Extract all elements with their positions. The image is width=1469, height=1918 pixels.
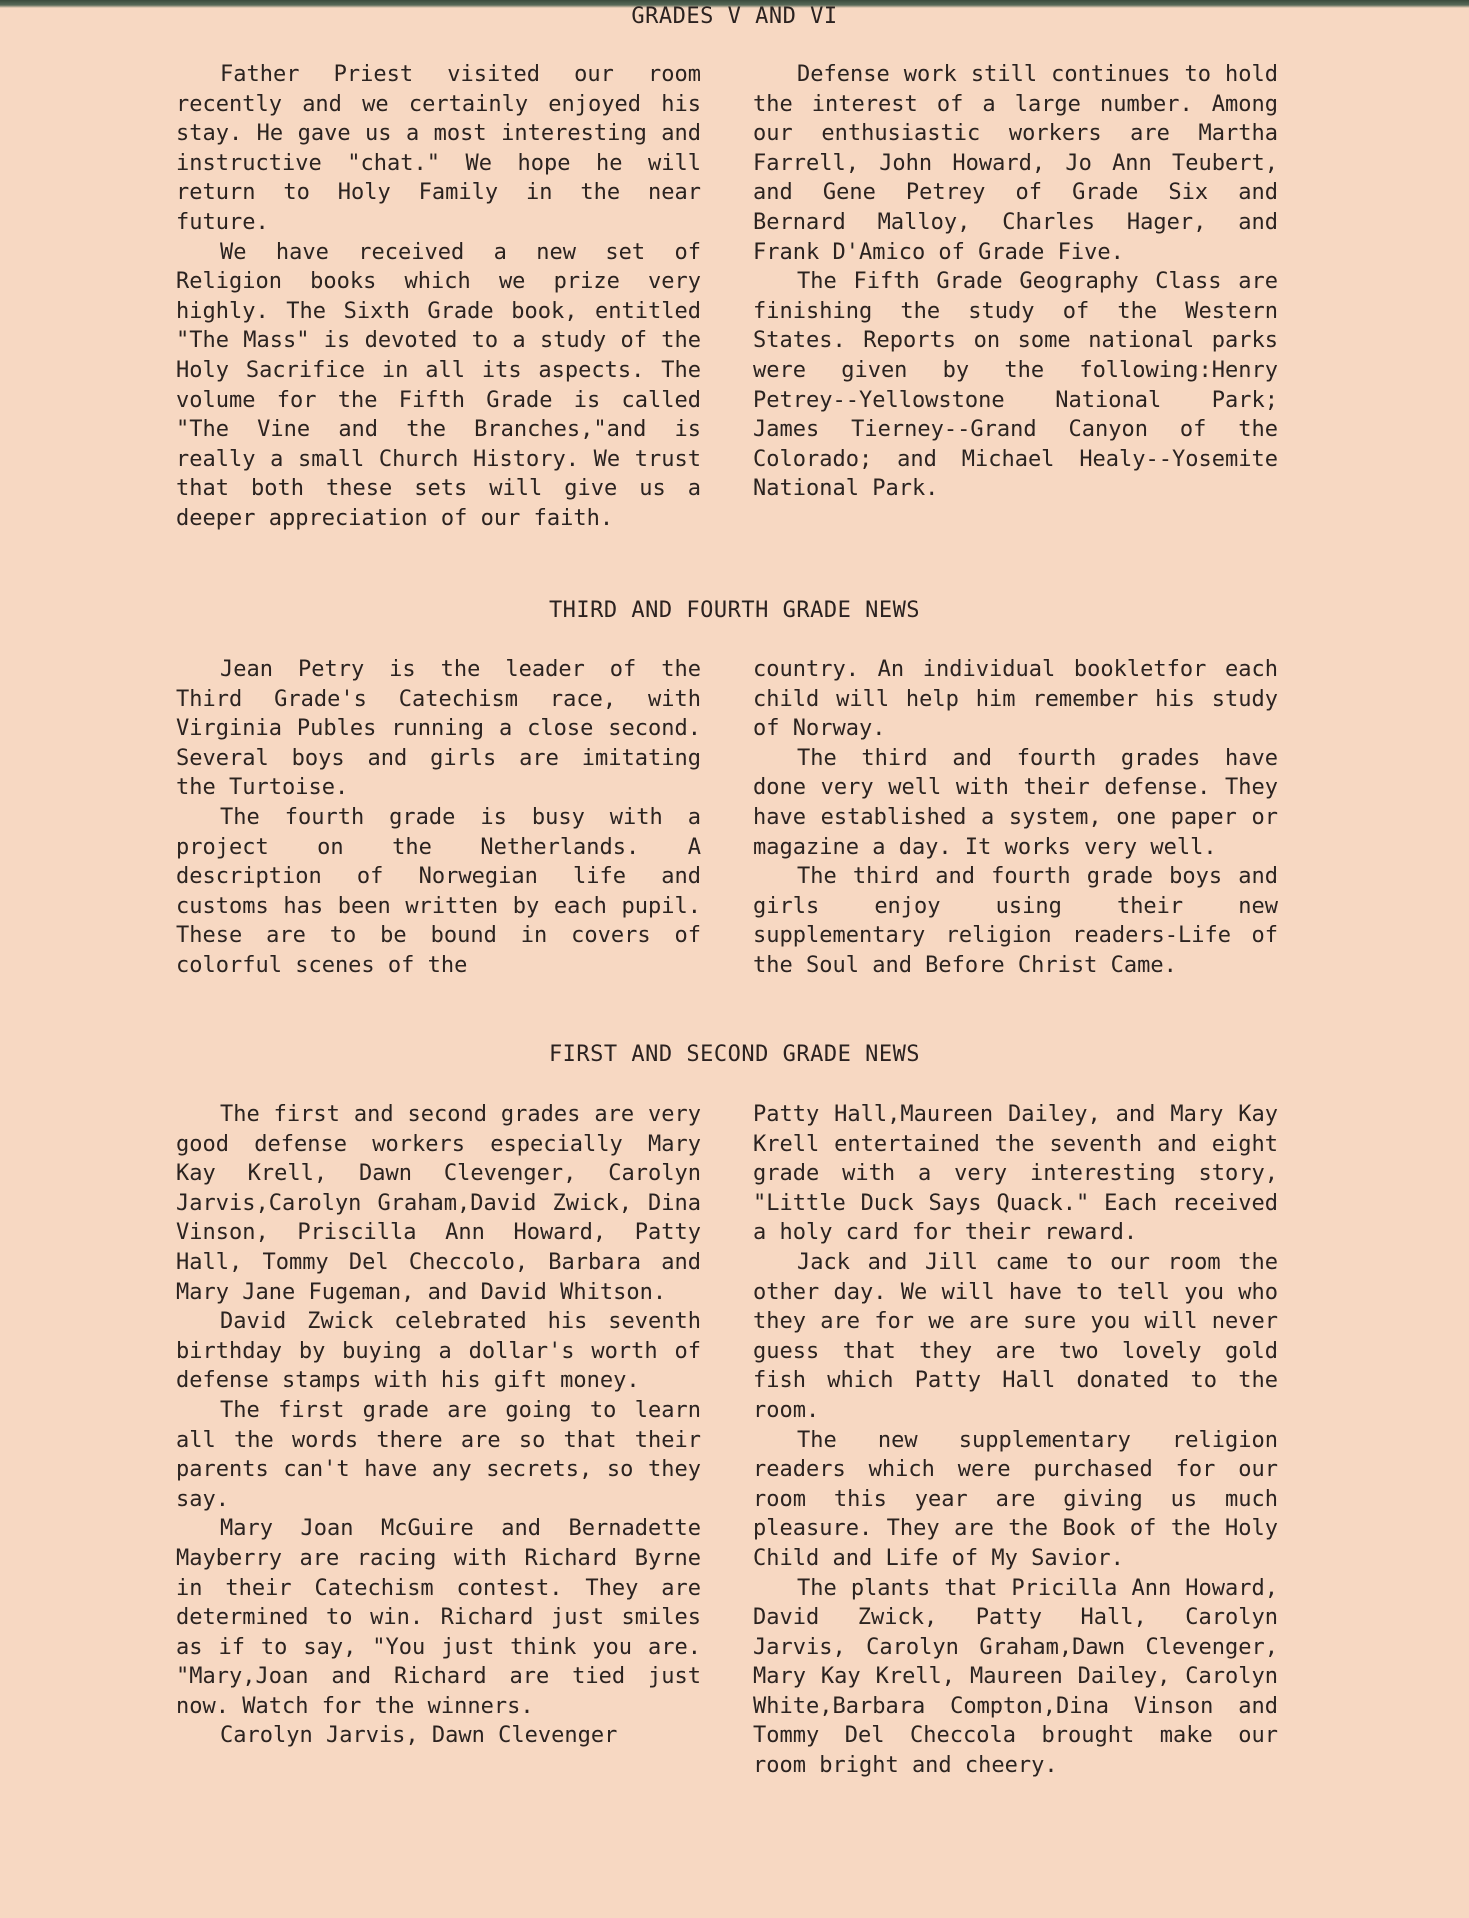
paragraph: Defense work still continues to hold the interest of a large number. Among our enthusiastic workers are Martha Farrell, John Howard, Jo Ann Teubert, and Gene Petrey of Grade Six and Bernard Malloy, Charles Hager, and Frank D'Amico of Grade Five. — [753, 62, 1278, 265]
grades-3-4-right-column — [753, 655, 1278, 981]
paragraph: The first and second grades are very good defense workers especially Mary Kay Krell, Dawn Clevenger, Carolyn Jarvis,Carolyn Graham,David Zwick, Dina Vinson, Priscilla Ann Howard, Patty Hall, Tommy Del Checcolo, Barbara and Mary Jane Fugeman, and David Whitson. — [176, 1102, 701, 1305]
paragraph: The Fifth Grade Geography Class are finishing the study of the Western States. Reports on some national parks were given by the following:Henry Petrey--Yellowstone National Park; James Tierney--Grand Canyon of the Colorado; and Michael Healy--Yosemite National Park. — [753, 269, 1278, 502]
paragraph: Jack and Jill came to our room the other day. We will have to tell you who they are for we are sure you will never guess that they are two lovely gold fish which Patty Hall donated to the room. — [753, 1249, 1278, 1423]
section-heading-grades-3-4: THIRD AND FOURTH GRADE NEWS — [548, 598, 921, 623]
paragraph: We have received a new set of Religion books which we prize very highly. The Sixth Grade book, entitled "The Mass" is devoted to a study of the Holy Sacrifice in all its aspects. The volume for the Fifth Grade is called "The Vine and the Branches,"and is really a small Church History. We trust that both these sets will give us a deeper appreciation of our faith. — [176, 239, 701, 531]
grades-5-6-right-column — [753, 60, 1278, 504]
paragraph: The new supplementary religion readers which were purchased for our room this year are giving us much pleasure. They are the Book of the Holy Child and Life of My Savior. — [753, 1427, 1278, 1571]
paragraph-continuation: country. An individual bookletfor each child will help him remember his study of Norway. — [753, 657, 1278, 742]
paragraph: The fourth grade is busy with a project on the Netherlands. A description of Norwegian life and customs has been written by each pupil. These are to be bound in covers of colorful scenes of the — [176, 804, 701, 978]
paragraph: The first grade are going to learn all the words there are so that their parents can't have any secrets, so they say. — [176, 1397, 701, 1512]
paragraph: Father Priest visited our room recently and we certainly enjoyed his stay. He gave us a most interesting and instructive "chat." We hope he will return to Holy Family in the near future. — [176, 62, 701, 235]
paragraph: The third and fourth grades have done very well with their defense. They have established a system, one paper or magazine a day. It works very well. — [753, 745, 1278, 860]
grades-5-6-left-column — [176, 60, 701, 534]
section-heading-grades-5-6: GRADES V AND VI — [631, 4, 838, 29]
paragraph: David Zwick celebrated his seventh birthday by buying a dollar's worth of defense stamps with his gift money. — [176, 1309, 701, 1394]
section-heading-grades-1-2: FIRST AND SECOND GRADE NEWS — [548, 1042, 921, 1067]
grades-1-2-right-column — [753, 1100, 1278, 1781]
paragraph: The third and fourth grade boys and girls enjoy using their new supplementary religion readers-Life of the Soul and Before Christ Came. — [753, 864, 1278, 978]
paragraph: The plants that Pricilla Ann Howard, David Zwick, Patty Hall, Carolyn Jarvis, Carolyn Graham,Dawn Clevenger, Mary Kay Krell, Maureen Dailey, Carolyn White,Barbara Compton,Dina Vinson and Tommy Del Checcola brought make our room bright and cheery. — [753, 1575, 1278, 1779]
grades-3-4-left-column — [176, 655, 701, 981]
paragraph: Carolyn Jarvis, Dawn Clevenger — [220, 1723, 618, 1749]
paragraph: Jean Petry is the leader of the Third Grade's Catechism race, with Virginia Publes running a close second. Several boys and girls are imitating the Turtoise. — [176, 657, 701, 801]
paragraph-continuation: Patty Hall,Maureen Dailey, and Mary Kay Krell entertained the seventh and eight grade with a very interesting story, "Little Duck Says Quack." Each received a holy card for their reward. — [753, 1102, 1278, 1246]
grades-1-2-left-column — [176, 1100, 701, 1751]
paragraph: Mary Joan McGuire and Bernadette Mayberry are racing with Richard Byrne in their Catechism contest. They are determined to win. Richard just smiles as if to say, "You just think you are. "Mary,Joan and Richard are tied just now. Watch for the winners. — [176, 1516, 701, 1719]
